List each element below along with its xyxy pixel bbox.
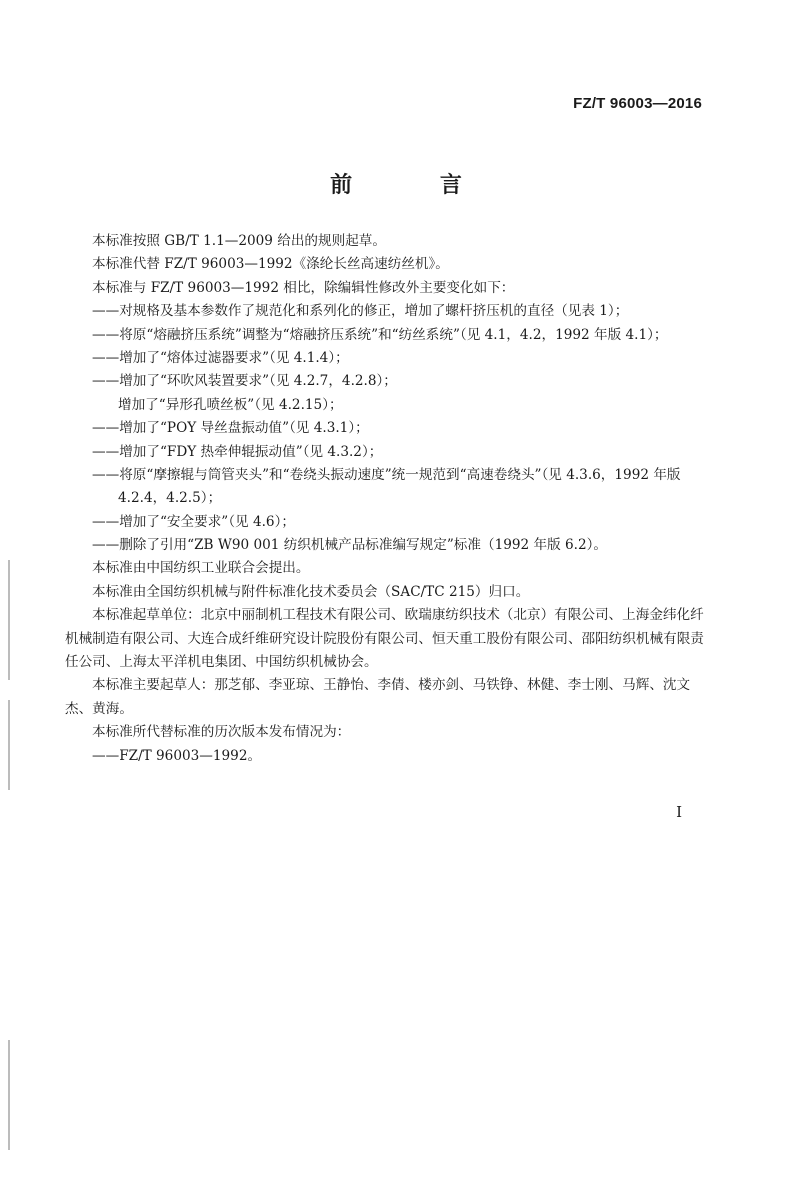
change-item: ——增加了“熔体过滤器要求”（见 4.1.4）；: [92, 349, 349, 366]
change-item: ——删除了引用“ZB W90 001 纺织机械产品标准编写规定”标准（1992 年版 6.2）。: [92, 537, 608, 554]
foreword-body: [65, 230, 712, 768]
history-item: ——FZ/T 96003—1992。: [92, 747, 262, 764]
scan-edge-mark: [8, 700, 10, 790]
page-title: 前 言: [330, 173, 502, 198]
change-item-continued: 增加了“异形孔喷丝板”（见 4.2.15）；: [118, 396, 343, 413]
drafting-units-paragraph: 本标准起草单位：北京中丽制机工程技术有限公司、欧瑞康纺织技术（北京）有限公司、上海金纬化纤机械制造有限公司、大连合成纤维研究设计院股份有限公司、恒天重工股份有限公司、邵阳纺织机械有限责任公司、上海太平洋机电集团、中国纺织机械协会。: [65, 607, 704, 671]
change-item-continued: 4.2.4，4.2.5）；: [118, 490, 222, 507]
history-intro: 本标准所代替标准的历次版本发布情况为：: [92, 724, 351, 741]
text-line: 本标准代替 FZ/T 96003—1992《涤纶长丝高速纺丝机》。: [92, 256, 449, 273]
document-code: FZ/T 96003—2016: [573, 95, 702, 112]
text-line: 本标准与 FZ/T 96003—1992 相比，除编辑性修改外主要变化如下：: [92, 279, 515, 296]
change-item: ——对规格及基本参数作了规范化和系列化的修正，增加了螺杆挤压机的直径（见表 1）；: [92, 303, 629, 320]
scan-edge-mark: [8, 1040, 10, 1150]
text-line: 本标准由全国纺织机械与附件标准化技术委员会（SAC/TC 215）归口。: [92, 583, 530, 600]
change-item: ——将原“摩擦辊与筒管夹头”和“卷绕头振动速度”统一规范到“高速卷绕头”（见 4.3.6，1992 年版: [92, 466, 681, 483]
scan-edge-mark: [8, 560, 10, 680]
change-item: ——增加了“POY 导丝盘振动值”（见 4.3.1）；: [92, 420, 369, 437]
page-number: I: [676, 803, 682, 821]
text-line: 本标准按照 GB/T 1.1—2009 给出的规则起草。: [92, 233, 386, 249]
text-line: 本标准由中国纺织工业联合会提出。: [92, 560, 310, 577]
change-item: ——将原“熔融挤压系统”调整为“熔融挤压系统”和“纺丝系统”（见 4.1，4.2，1992 年版 4.1）；: [92, 326, 668, 343]
change-item: ——增加了“环吹风装置要求”（见 4.2.7，4.2.8）；: [92, 373, 397, 390]
change-item: ——增加了“FDY 热牵伸辊振动值”（见 4.3.2）；: [92, 443, 383, 460]
change-item: ——增加了“安全要求”（见 4.6）；: [92, 513, 295, 530]
drafters-paragraph: 本标准主要起草人：那芝郁、李亚琼、王静怡、李倩、楼亦剑、马铁铮、林健、李士刚、马辉、沈文杰、黄海。: [65, 677, 691, 717]
